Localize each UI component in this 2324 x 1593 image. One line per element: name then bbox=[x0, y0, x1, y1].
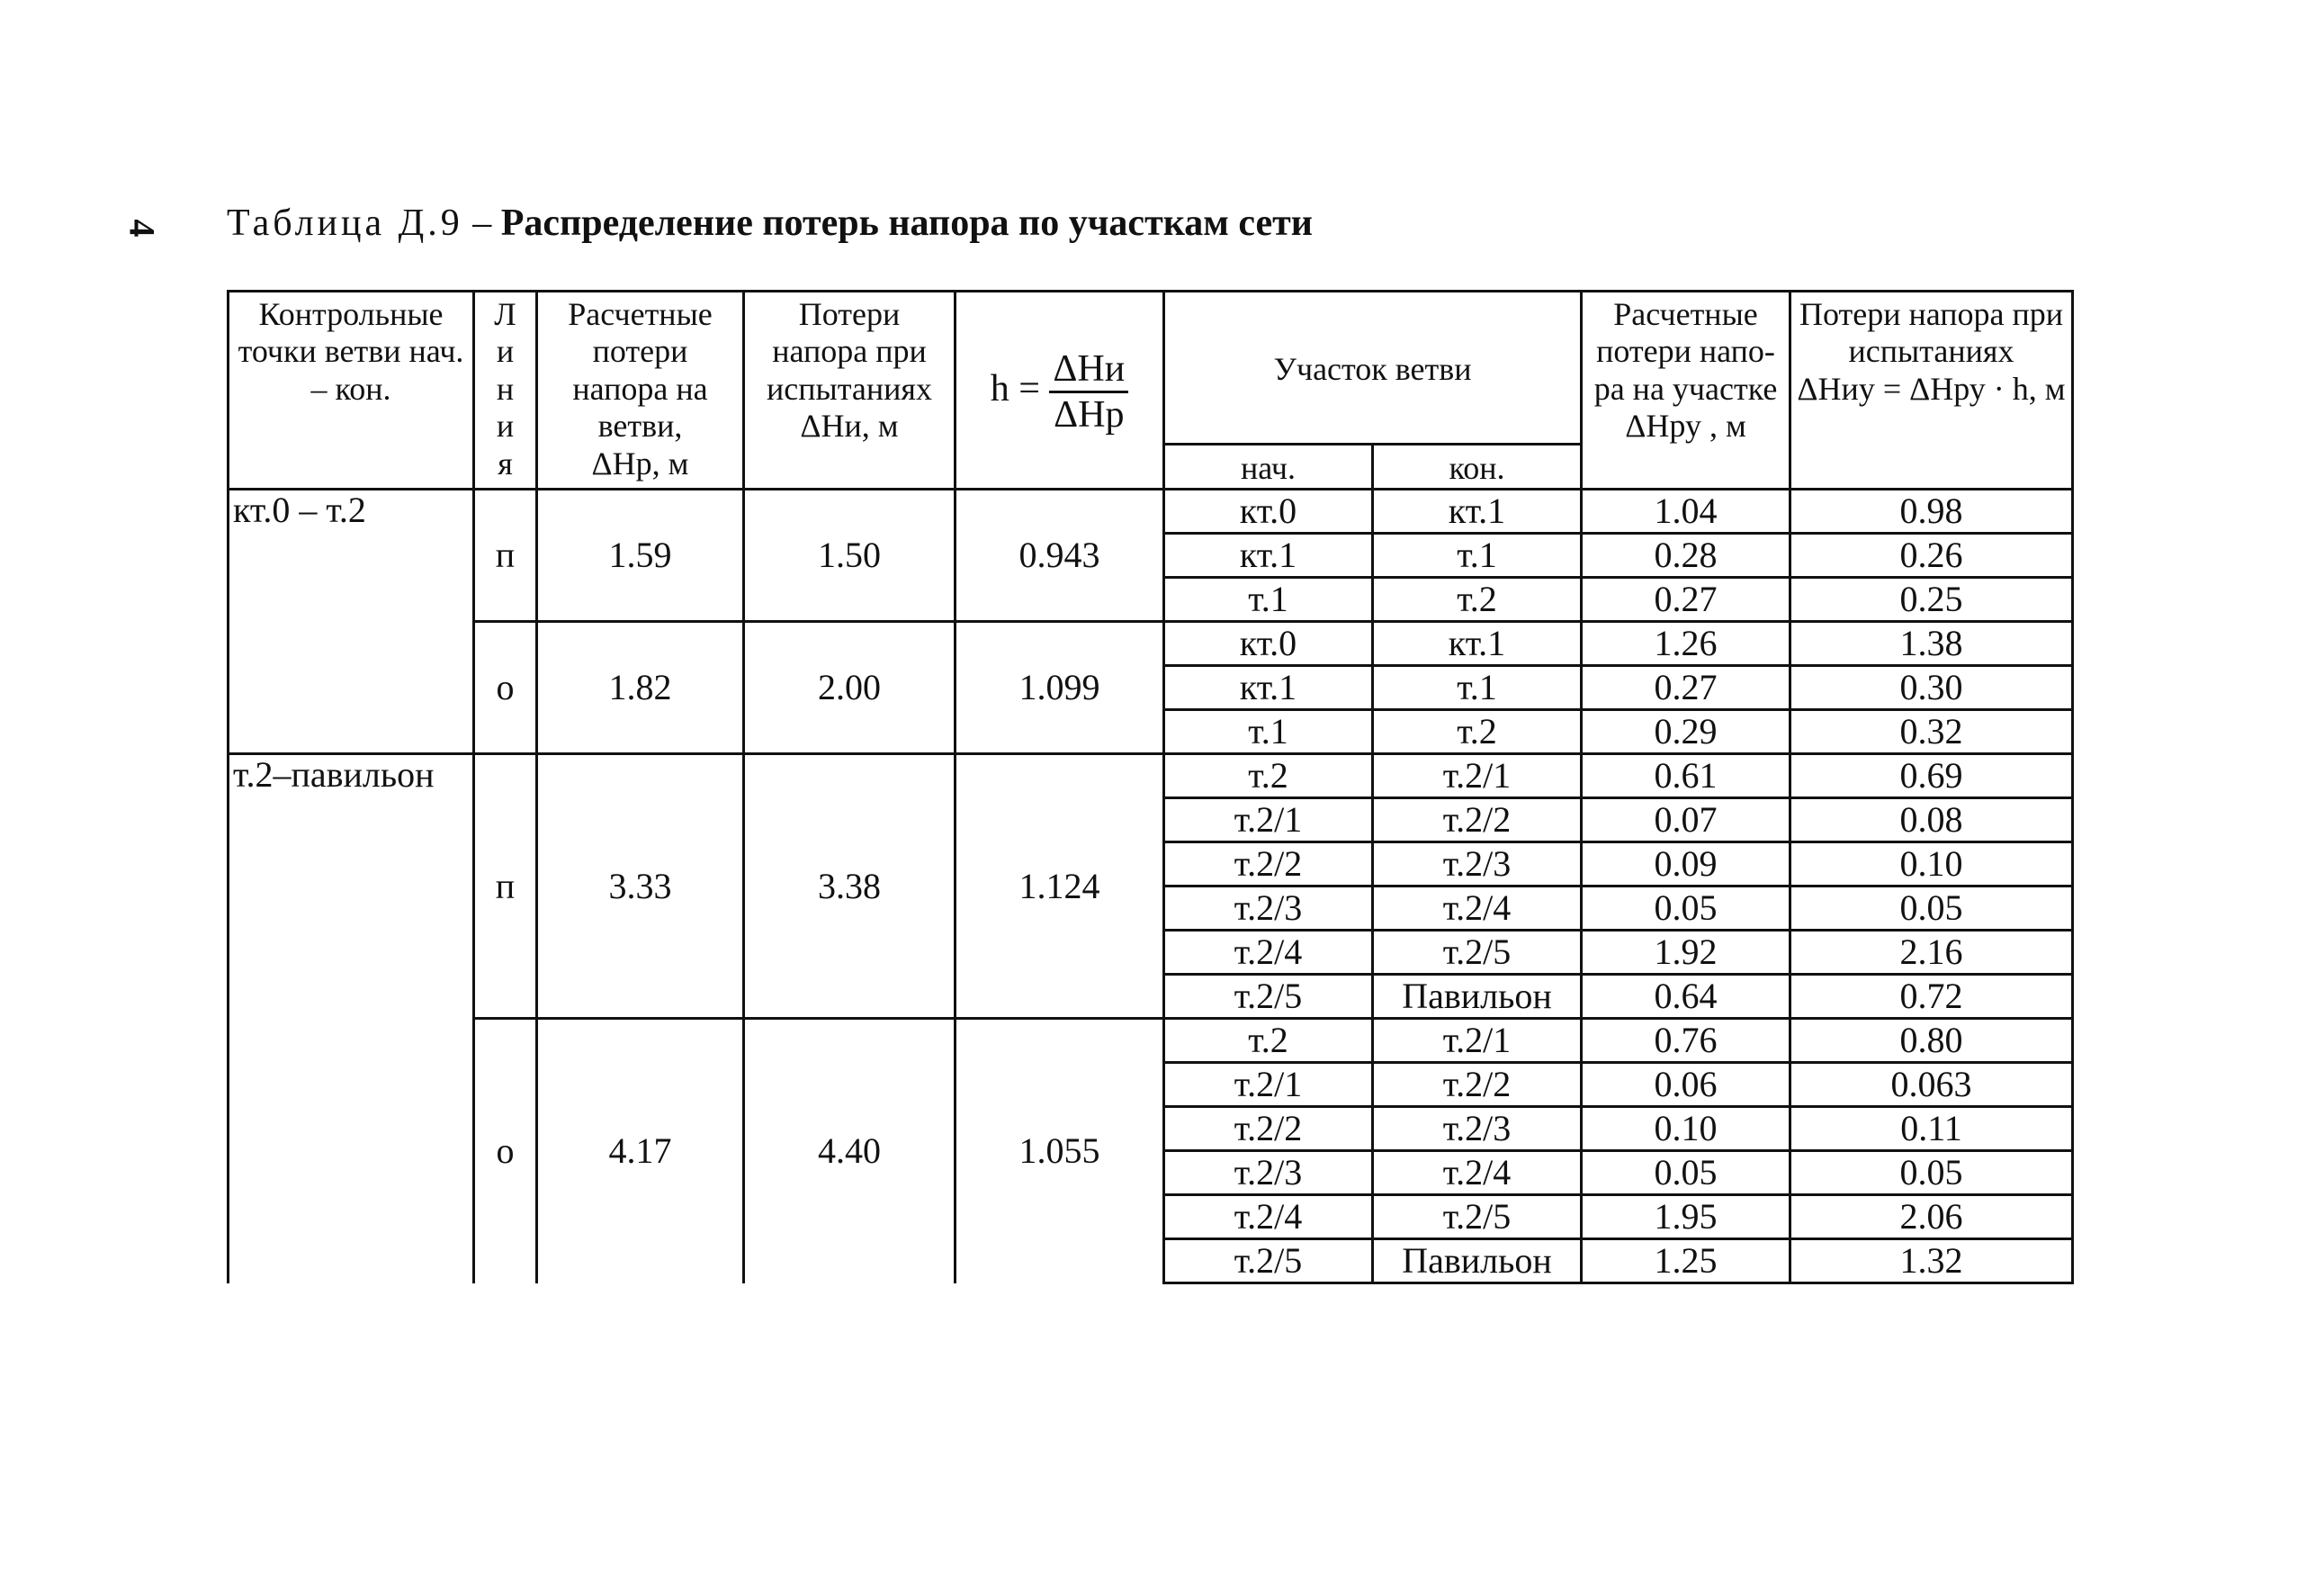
segment-start-cell: т.2/4 bbox=[1164, 931, 1373, 975]
segment-test-loss-cell: 0.98 bbox=[1790, 490, 2073, 534]
h-formula-fraction bbox=[1049, 347, 1128, 437]
table-body bbox=[229, 490, 2073, 1283]
line-line-cell: о bbox=[474, 1019, 537, 1283]
segment-end-cell: кт.1 bbox=[1373, 622, 1582, 666]
segment-calc-loss-cell: 1.92 bbox=[1582, 931, 1790, 975]
segment-end-cell: т.2 bbox=[1373, 710, 1582, 754]
segment-end-cell: т.2/4 bbox=[1373, 886, 1582, 931]
segment-end-cell: Павильон bbox=[1373, 1239, 1582, 1283]
segment-test-loss-cell: 0.05 bbox=[1790, 886, 2073, 931]
table-row bbox=[229, 1019, 2073, 1063]
segment-calc-loss-cell: 0.07 bbox=[1582, 798, 1790, 842]
segment-start-cell: т.2/2 bbox=[1164, 842, 1373, 886]
header-segment-start: нач. bbox=[1164, 445, 1373, 490]
h-formula-numerator: ΔHи bbox=[1049, 347, 1128, 393]
table-label: Таблица Д.9 bbox=[227, 202, 463, 244]
header-test-loss bbox=[744, 292, 956, 490]
segment-test-loss-cell: 0.05 bbox=[1790, 1151, 2073, 1195]
table-caption: Распределение потерь напора по участкам сети bbox=[500, 202, 1314, 244]
segment-calc-loss-cell: 0.27 bbox=[1582, 666, 1790, 710]
header-line-letter: н bbox=[496, 370, 515, 407]
line-h-cell: 1.055 bbox=[956, 1019, 1164, 1283]
segment-start-cell: т.2 bbox=[1164, 754, 1373, 798]
line-test-loss-cell: 4.40 bbox=[744, 1019, 956, 1283]
segment-start-cell: т.2/3 bbox=[1164, 886, 1373, 931]
segment-start-cell: т.2/5 bbox=[1164, 975, 1373, 1019]
segment-end-cell: т.2/3 bbox=[1373, 1107, 1582, 1151]
header-h-ratio bbox=[956, 292, 1164, 490]
header-calc-branch-loss-unit: ΔHр, м bbox=[591, 445, 689, 482]
segment-start-cell: кт.0 bbox=[1164, 622, 1373, 666]
segment-end-cell: т.2/5 bbox=[1373, 931, 1582, 975]
segment-test-loss-cell: 0.11 bbox=[1790, 1107, 2073, 1151]
control-points-cell: кт.0 – т.2 bbox=[229, 490, 474, 754]
header-test-loss-text: Потери напора при испытаниях bbox=[767, 296, 932, 407]
segment-end-cell: т.2/3 bbox=[1373, 842, 1582, 886]
segment-test-loss-cell: 0.32 bbox=[1790, 710, 2073, 754]
segment-end-cell: т.2/1 bbox=[1373, 754, 1582, 798]
header-line-letter: Л bbox=[494, 296, 516, 332]
header-control-points: Контрольные точки ветви нач. – кон. bbox=[229, 292, 474, 490]
table-row bbox=[229, 490, 2073, 534]
line-test-loss-cell: 2.00 bbox=[744, 622, 956, 754]
header-calc-branch-loss-text: Расчетные потери напора на ветви, bbox=[568, 296, 713, 445]
segment-end-cell: т.2/4 bbox=[1373, 1151, 1582, 1195]
header-line-letter: я bbox=[498, 445, 513, 482]
segment-calc-loss-cell: 0.05 bbox=[1582, 1151, 1790, 1195]
segment-calc-loss-cell: 0.09 bbox=[1582, 842, 1790, 886]
segment-start-cell: т.2/1 bbox=[1164, 798, 1373, 842]
segment-calc-loss-cell: 1.04 bbox=[1582, 490, 1790, 534]
segment-test-loss-cell: 0.72 bbox=[1790, 975, 2073, 1019]
header-test-segment-loss bbox=[1790, 292, 2073, 490]
segment-calc-loss-cell: 0.05 bbox=[1582, 886, 1790, 931]
page-number: 4 bbox=[121, 219, 163, 238]
table-title bbox=[227, 202, 1313, 245]
segment-start-cell: т.1 bbox=[1164, 710, 1373, 754]
line-calc-loss-cell: 4.17 bbox=[537, 1019, 744, 1283]
line-calc-loss-cell: 1.59 bbox=[537, 490, 744, 622]
line-line-cell: о bbox=[474, 622, 537, 754]
header-segment-end: кон. bbox=[1373, 445, 1582, 490]
segment-calc-loss-cell: 0.76 bbox=[1582, 1019, 1790, 1063]
segment-start-cell: т.2/4 bbox=[1164, 1195, 1373, 1239]
line-h-cell: 1.099 bbox=[956, 622, 1164, 754]
line-test-loss-cell: 1.50 bbox=[744, 490, 956, 622]
segment-test-loss-cell: 1.32 bbox=[1790, 1239, 2073, 1283]
segment-start-cell: кт.1 bbox=[1164, 666, 1373, 710]
segment-start-cell: т.1 bbox=[1164, 578, 1373, 622]
segment-end-cell: т.2/5 bbox=[1373, 1195, 1582, 1239]
segment-start-cell: т.2/5 bbox=[1164, 1239, 1373, 1283]
segment-start-cell: т.2/1 bbox=[1164, 1063, 1373, 1107]
segment-calc-loss-cell: 0.10 bbox=[1582, 1107, 1790, 1151]
segment-end-cell: т.2/1 bbox=[1373, 1019, 1582, 1063]
segment-calc-loss-cell: 1.26 bbox=[1582, 622, 1790, 666]
segment-end-cell: кт.1 bbox=[1373, 490, 1582, 534]
segment-start-cell: т.2/2 bbox=[1164, 1107, 1373, 1151]
segment-test-loss-cell: 0.30 bbox=[1790, 666, 2073, 710]
segment-end-cell: т.2 bbox=[1373, 578, 1582, 622]
segment-start-cell: кт.0 bbox=[1164, 490, 1373, 534]
segment-end-cell: т.1 bbox=[1373, 666, 1582, 710]
header-test-loss-unit: ΔHи, м bbox=[800, 408, 899, 445]
segment-calc-loss-cell: 0.61 bbox=[1582, 754, 1790, 798]
table-row bbox=[229, 754, 2073, 798]
segment-calc-loss-cell: 0.29 bbox=[1582, 710, 1790, 754]
segment-test-loss-cell: 1.38 bbox=[1790, 622, 2073, 666]
header-line bbox=[474, 292, 537, 490]
segment-calc-loss-cell: 0.27 bbox=[1582, 578, 1790, 622]
segment-calc-loss-cell: 0.28 bbox=[1582, 534, 1790, 578]
header-calc-branch-loss bbox=[537, 292, 744, 490]
segment-end-cell: т.1 bbox=[1373, 534, 1582, 578]
header-calc-segment-loss bbox=[1582, 292, 1790, 490]
segment-end-cell: Павильон bbox=[1373, 975, 1582, 1019]
header-calc-segment-loss-unit: ΔHру , м bbox=[1625, 408, 1746, 445]
segment-test-loss-cell: 0.69 bbox=[1790, 754, 2073, 798]
segment-calc-loss-cell: 0.06 bbox=[1582, 1063, 1790, 1107]
header-test-segment-loss-formula: ΔHиу = ΔHру · h, м bbox=[1797, 370, 2066, 407]
line-line-cell: п bbox=[474, 490, 537, 622]
header-segment: Участок ветви bbox=[1164, 292, 1582, 445]
segment-test-loss-cell: 0.26 bbox=[1790, 534, 2073, 578]
segment-test-loss-cell: 2.06 bbox=[1790, 1195, 2073, 1239]
segment-test-loss-cell: 0.10 bbox=[1790, 842, 2073, 886]
title-dash: – bbox=[462, 202, 501, 244]
segment-start-cell: т.2 bbox=[1164, 1019, 1373, 1063]
header-line-letter: и bbox=[496, 408, 515, 445]
header-line-letter: и bbox=[496, 333, 515, 370]
line-h-cell: 0.943 bbox=[956, 490, 1164, 622]
segment-test-loss-cell: 0.08 bbox=[1790, 798, 2073, 842]
segment-start-cell: кт.1 bbox=[1164, 534, 1373, 578]
segment-calc-loss-cell: 0.64 bbox=[1582, 975, 1790, 1019]
header-test-segment-loss-text: Потери напора при испытаниях bbox=[1799, 296, 2064, 370]
line-h-cell: 1.124 bbox=[956, 754, 1164, 1019]
head-loss-table bbox=[227, 290, 2074, 1284]
segment-test-loss-cell: 0.80 bbox=[1790, 1019, 2073, 1063]
line-calc-loss-cell: 1.82 bbox=[537, 622, 744, 754]
control-points-cell: т.2–павильон bbox=[229, 754, 474, 1283]
segment-end-cell: т.2/2 bbox=[1373, 798, 1582, 842]
line-line-cell: п bbox=[474, 754, 537, 1019]
segment-end-cell: т.2/2 bbox=[1373, 1063, 1582, 1107]
line-test-loss-cell: 3.38 bbox=[744, 754, 956, 1019]
line-calc-loss-cell: 3.33 bbox=[537, 754, 744, 1019]
h-formula-denominator: ΔHр bbox=[1054, 394, 1125, 436]
h-formula-lhs: h = bbox=[990, 368, 1040, 410]
segment-test-loss-cell: 0.25 bbox=[1790, 578, 2073, 622]
header-calc-segment-loss-text: Расчетные потери напо-ра на участке bbox=[1593, 296, 1778, 407]
segment-start-cell: т.2/3 bbox=[1164, 1151, 1373, 1195]
segment-calc-loss-cell: 1.25 bbox=[1582, 1239, 1790, 1283]
segment-test-loss-cell: 2.16 bbox=[1790, 931, 2073, 975]
segment-test-loss-cell: 0.063 bbox=[1790, 1063, 2073, 1107]
table-row bbox=[229, 622, 2073, 666]
segment-calc-loss-cell: 1.95 bbox=[1582, 1195, 1790, 1239]
